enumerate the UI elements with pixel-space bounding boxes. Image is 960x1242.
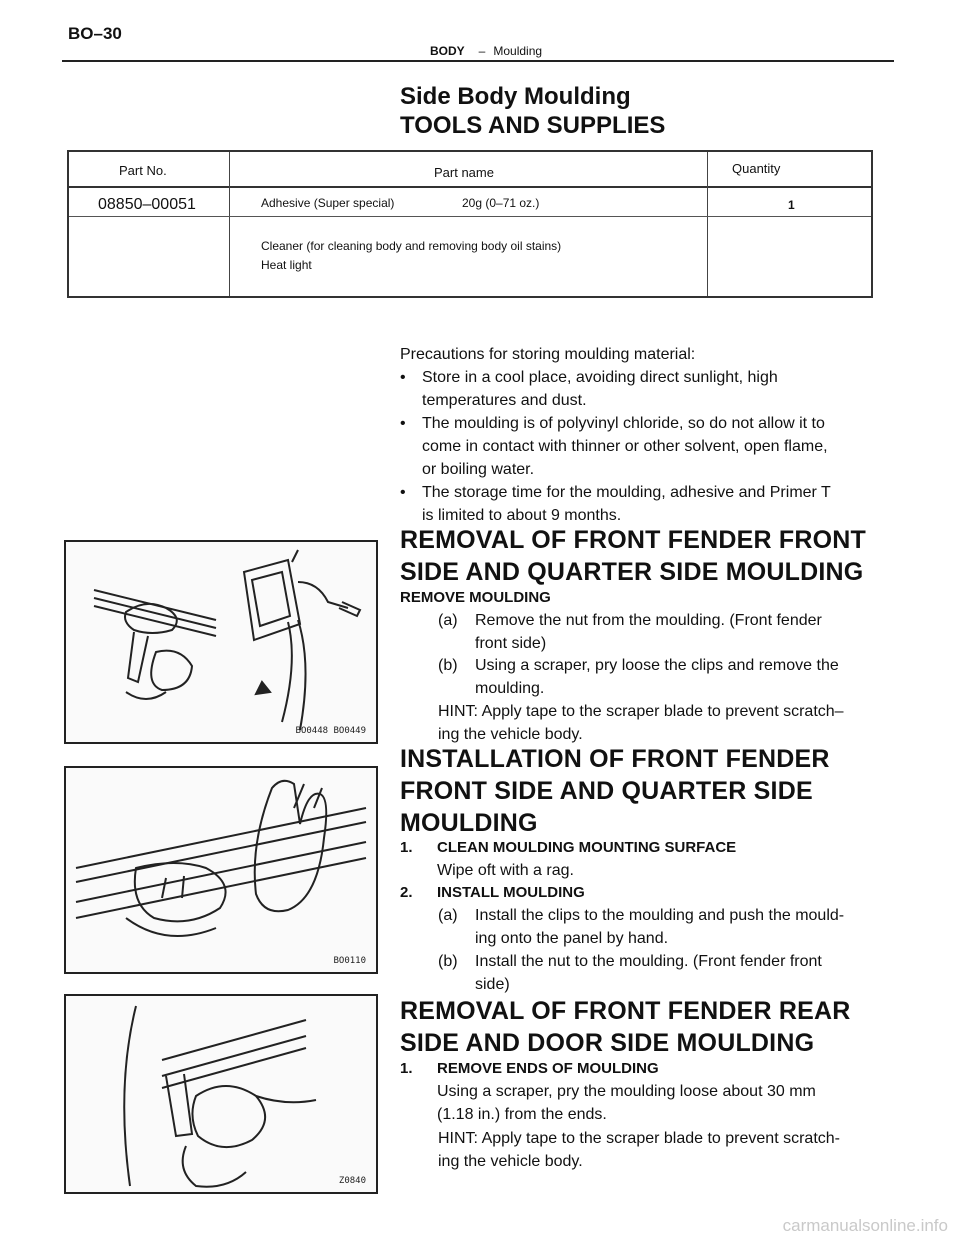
step-label: (b) — [438, 657, 458, 674]
precaution-item — [400, 366, 870, 412]
step-title: CLEAN MOULDING MOUNTING SURFACE — [437, 839, 737, 856]
section-name: BODY — [430, 44, 465, 58]
removal-rear-step-1 — [400, 1058, 870, 1126]
page-title — [400, 82, 665, 140]
step-label: (a) — [438, 907, 458, 924]
precautions-intro: Precautions for storing moulding material: — [400, 346, 696, 363]
step-line: side) — [475, 976, 510, 993]
step-a — [438, 609, 870, 655]
step-line: front side) — [475, 635, 547, 652]
bullet-icon: • — [400, 415, 406, 432]
col-header-part-name: Part name — [434, 165, 494, 180]
bullet-icon: • — [400, 484, 406, 501]
step-line: moulding. — [475, 680, 545, 697]
step-line: Install the nut to the moulding. (Front fender front — [475, 953, 822, 970]
precaution-line: temperatures and dust. — [422, 392, 587, 409]
precaution-item — [400, 412, 870, 481]
table-row-divider — [69, 216, 871, 217]
page-number: BO–30 — [68, 24, 122, 43]
tools-table — [67, 150, 873, 298]
heading-line: MOULDING — [400, 809, 538, 837]
subsection-name: Moulding — [493, 44, 543, 58]
step-line: (1.18 in.) from the ends. — [437, 1106, 607, 1123]
removal-rear-heading — [400, 995, 851, 1059]
precaution-line: is limited to about 9 months. — [422, 507, 622, 524]
header-rule — [62, 60, 894, 62]
header-separator: – — [478, 44, 486, 58]
precaution-line: The storage time for the moulding, adhesive and Primer T — [422, 484, 831, 501]
step-number: 1. — [400, 839, 413, 856]
step-text: Wipe oft with a rag. — [437, 862, 574, 879]
moulding-removal-illustration — [66, 542, 376, 742]
step-number: 1. — [400, 1060, 413, 1077]
heading-line: INSTALLATION OF FRONT FENDER — [400, 745, 830, 773]
step-b — [438, 654, 870, 700]
hint-line: ing the vehicle body. — [438, 726, 583, 743]
subheading-remove-moulding: REMOVE MOULDING — [400, 589, 551, 606]
figure-moulding-removal — [64, 540, 378, 744]
heading-line: SIDE AND DOOR SIDE MOULDING — [400, 1029, 815, 1057]
row1-part-no: 08850–00051 — [98, 196, 196, 213]
row2-part-name-line1: Cleaner (for cleaning body and removing body oil stains) — [261, 239, 562, 253]
precaution-line: The moulding is of polyvinyl chloride, so do not allow it to — [422, 415, 825, 432]
step-title: REMOVE ENDS OF MOULDING — [437, 1060, 659, 1077]
precaution-line: come in contact with thinner or other solvent, open flame, — [422, 438, 828, 455]
moulding-ends-illustration — [66, 996, 376, 1192]
running-header — [430, 44, 542, 58]
step-number: 2. — [400, 884, 413, 901]
hint-line: HINT: Apply tape to the scraper blade to prevent scratch- — [438, 1130, 840, 1147]
bullet-icon: • — [400, 369, 406, 386]
figure-code: BO0110 — [333, 956, 366, 966]
row1-amount: 20g (0–71 oz.) — [462, 196, 540, 210]
step-a — [438, 904, 870, 950]
figure-code: Z0840 — [338, 1176, 366, 1186]
figure-code: BO0448 BO0449 — [295, 726, 366, 736]
installation-heading — [400, 743, 830, 839]
figure-moulding-install — [64, 766, 378, 974]
step-title: INSTALL MOULDING — [437, 884, 585, 901]
hint-line: HINT: Apply tape to the scraper blade to prevent scratch– — [438, 703, 844, 720]
title-line-2: TOOLS AND SUPPLIES — [400, 112, 666, 139]
row1-quantity: 1 — [788, 198, 795, 212]
col-header-quantity: Quantity — [732, 161, 781, 176]
row2-part-name-line2: Heat light — [261, 258, 312, 272]
step-line: Install the clips to the moulding and push the mould- — [475, 907, 845, 924]
row1-part-name: Adhesive (Super special) — [261, 196, 395, 210]
step-label: (a) — [438, 612, 458, 629]
figure-moulding-ends — [64, 994, 378, 1194]
table-divider — [229, 152, 230, 296]
step-line: Using a scraper, pry the moulding loose about 30 mm — [437, 1083, 816, 1100]
heading-line: REMOVAL OF FRONT FENDER REAR — [400, 997, 851, 1025]
step-line: ing onto the panel by hand. — [475, 930, 669, 947]
table-divider — [707, 152, 708, 296]
install-step-2 — [400, 882, 870, 904]
title-line-1: Side Body Moulding — [400, 83, 631, 110]
step-line: Using a scraper, pry loose the clips and remove the — [475, 657, 839, 674]
step-label: (b) — [438, 953, 458, 970]
hint — [438, 1127, 878, 1173]
step-line: Remove the nut from the moulding. (Front fender — [475, 612, 822, 629]
heading-line: SIDE AND QUARTER SIDE MOULDING — [400, 558, 864, 586]
hint — [438, 700, 878, 746]
hint-line: ing the vehicle body. — [438, 1153, 583, 1170]
precaution-line: Store in a cool place, avoiding direct sunlight, high — [422, 369, 778, 386]
col-header-part-no: Part No. — [119, 163, 167, 178]
precaution-line: or boiling water. — [422, 461, 535, 478]
moulding-install-illustration — [66, 768, 376, 972]
watermark: carmanualsonline.info — [782, 1216, 948, 1235]
heading-line: REMOVAL OF FRONT FENDER FRONT — [400, 526, 866, 554]
install-step-1 — [400, 837, 870, 882]
step-b — [438, 950, 870, 996]
precaution-item — [400, 481, 870, 527]
removal-front-heading — [400, 524, 866, 588]
heading-line: FRONT SIDE AND QUARTER SIDE — [400, 777, 813, 805]
